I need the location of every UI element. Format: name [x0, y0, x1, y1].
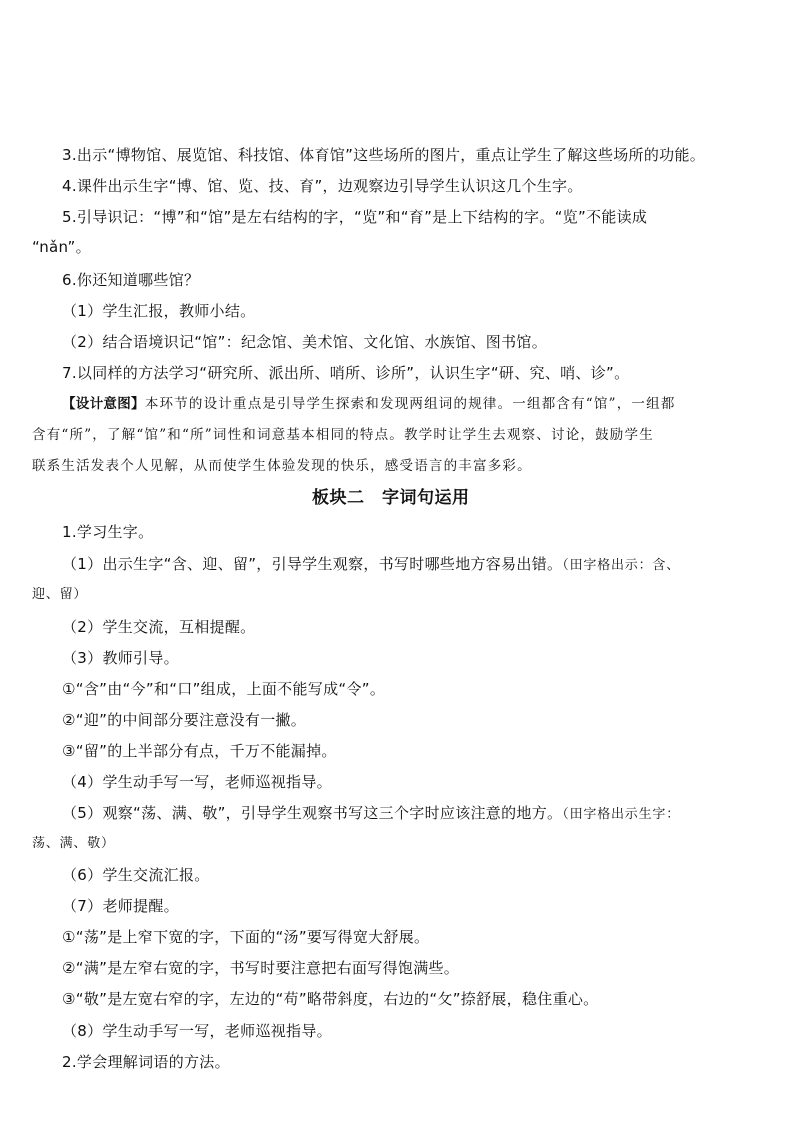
item-1-3-c: ③“留”的上半部分有点，千万不能漏掉。: [62, 742, 337, 760]
paragraph-4: 4.课件出示生字“博、馆、览、技、育”，边观察边引导学生认识这几个生字。: [62, 177, 583, 195]
item-2: 2.学会理解词语的方法。: [62, 1053, 230, 1071]
item-1-3: （3）教师引导。: [62, 649, 179, 667]
item-1-5: [62, 803, 680, 825]
item-1-7: （7）老师提醒。: [62, 897, 179, 915]
item-1-3-b: ②“迎”的中间部分要注意没有一撇。: [62, 711, 307, 729]
item-1-7-b: ②“满”是左窄右宽的字，书写时要注意把右面写得饱满些。: [62, 959, 460, 977]
paragraph-5-cont: “nǎn”。: [32, 238, 91, 256]
design-intent-line-3: 联系生活发表个人见解，从而使学生体验发现的快乐，感受语言的丰富多彩。: [32, 458, 532, 474]
item-1-7-a: ①“荡”是上窄下宽的字，下面的“汤”要写得宽大舒展。: [62, 928, 430, 946]
design-intent-label: 【设计意图】: [62, 396, 145, 412]
paragraph-6-2: （2）结合语境识记“馆”：纪念馆、美术馆、文化馆、水族馆、图书馆。: [62, 333, 547, 351]
design-intent-text: 本环节的设计重点是引导学生探索和发现两组词的规律。一组都含有“馆”，一组都: [144, 396, 676, 412]
item-1-7-c: ③“敬”是左宽右窄的字，左边的“苟”略带斜度，右边的“攵”捺舒展，稳住重心。: [62, 990, 599, 1008]
paragraph-3: 3.出示“博物馆、展览馆、科技馆、体育馆”这些场所的图片，重点让学生了解这些场所的功能。: [62, 146, 706, 164]
paragraph-6: 6.你还知道哪些馆？: [62, 271, 200, 289]
design-intent-line-1: [62, 394, 676, 414]
item-1-5-note: （田字格出示生字：: [562, 807, 680, 822]
item-1-1-text: （1）出示生字“含、迎、留”，引导学生观察，书写时哪些地方容易出错。: [62, 555, 563, 573]
item-1-1-note: （田字格出示：含、: [562, 558, 680, 573]
section-heading: 板块二 字词句运用: [312, 488, 470, 508]
paragraph-7: 7.以同样的方法学习“研究所、派出所、哨所、诊所”，认识生字“研、究、哨、诊”。: [62, 364, 630, 382]
item-1-3-a: ①“含”由“今”和“口”组成，上面不能写成“令”。: [62, 680, 386, 698]
paragraph-5: 5.引导识记：“博”和“馆”是左右结构的字，“览”和“育”是上下结构的字。“览”不能读成: [62, 208, 648, 226]
item-1-2: （2）学生交流，互相提醒。: [62, 618, 256, 636]
item-1: 1.学习生字。: [62, 523, 154, 541]
item-1-8: （8）学生动手写一写，老师巡视指导。: [62, 1022, 332, 1040]
design-intent-line-2: 含有“所”，了解“馆”和“所”词性和词意基本相同的特点。教学时让学生去观察、讨论，鼓励学生: [32, 427, 654, 443]
item-1-5-note-cont: 荡、满、敬）: [32, 836, 115, 851]
item-1-5-text: （5）观察“荡、满、敬”，引导学生观察书写这三个字时应该注意的地方。: [62, 804, 563, 822]
item-1-4: （4）学生动手写一写，老师巡视指导。: [62, 773, 332, 791]
item-1-1-note-cont: 迎、留）: [32, 587, 88, 602]
item-1-6: （6）学生交流汇报。: [62, 866, 210, 884]
item-1-1: [62, 554, 680, 576]
paragraph-6-1: （1）学生汇报，教师小结。: [62, 302, 256, 320]
